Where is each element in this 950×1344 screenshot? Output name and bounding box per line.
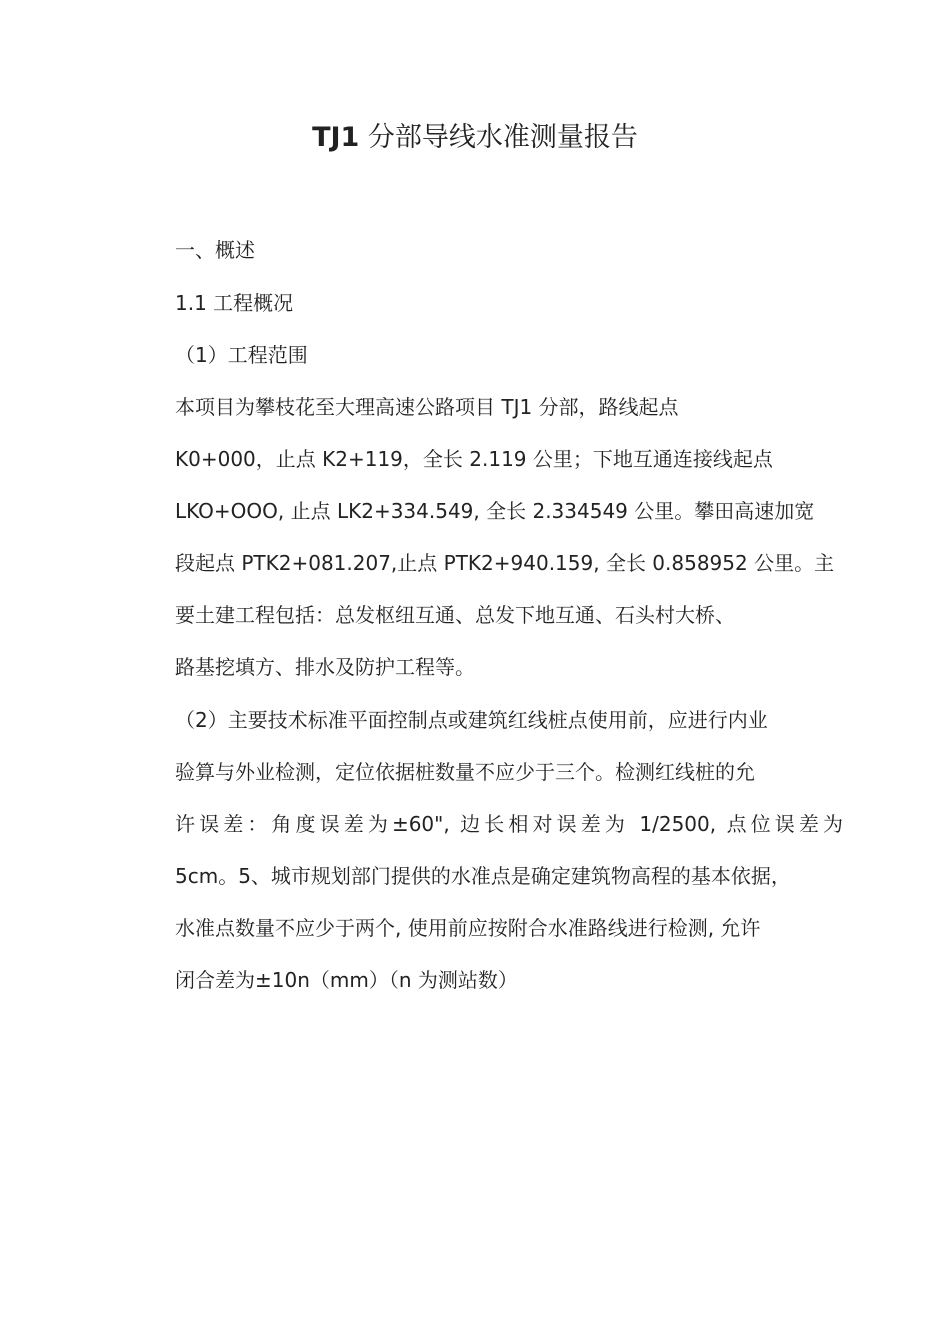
paragraph-line: 本项目为攀枝花至大理高速公路项目 TJ1 分部，路线起点 (175, 395, 679, 419)
paragraph-line: LKO+OOO, 止点 LK2+334.549, 全长 2.334549 公里。攀田高速加宽 (175, 499, 815, 523)
subsection-heading-project-overview: 1.1 工程概况 (175, 291, 294, 315)
paragraph-line: 要土建工程包括：总发枢纽互通、总发下地互通、石头村大桥、 (175, 603, 735, 627)
paragraph-line: 水准点数量不应少于两个, 使用前应按附合水准路线进行检测, 允许 (175, 916, 761, 940)
paragraph-line: 许误差：角度误差为±60", 边长相对误差为 1/2500, 点位误差为 (175, 812, 843, 836)
paragraph-line: （2）主要技术标准平面控制点或建筑红线桩点使用前，应进行内业 (175, 708, 768, 732)
title-text: 分部导线水准测量报告 (367, 122, 638, 153)
paragraph-line: 验算与外业检测，定位依据桩数量不应少于三个。检测红线桩的允 (175, 760, 755, 784)
document-title (0, 118, 950, 158)
paragraph-line: 路基挖填方、排水及防护工程等。 (175, 655, 475, 679)
paragraph-line: 闭合差为±10n（mm）（n 为测站数） (175, 968, 518, 992)
item-heading-project-scope: （1）工程范围 (175, 343, 308, 367)
section-heading-overview: 一、概述 (175, 238, 255, 262)
paragraph-line: 5cm。5、城市规划部门提供的水准点是确定建筑物高程的基本依据， (175, 864, 791, 888)
paragraph-line: K0+000，止点 K2+119，全长 2.119 公里；下地互通连接线起点 (175, 447, 773, 471)
title-prefix: TJ1 (312, 122, 360, 153)
paragraph-line: 段起点 PTK2+081.207,止点 PTK2+940.159, 全长 0.858952 公里。主 (175, 551, 835, 575)
